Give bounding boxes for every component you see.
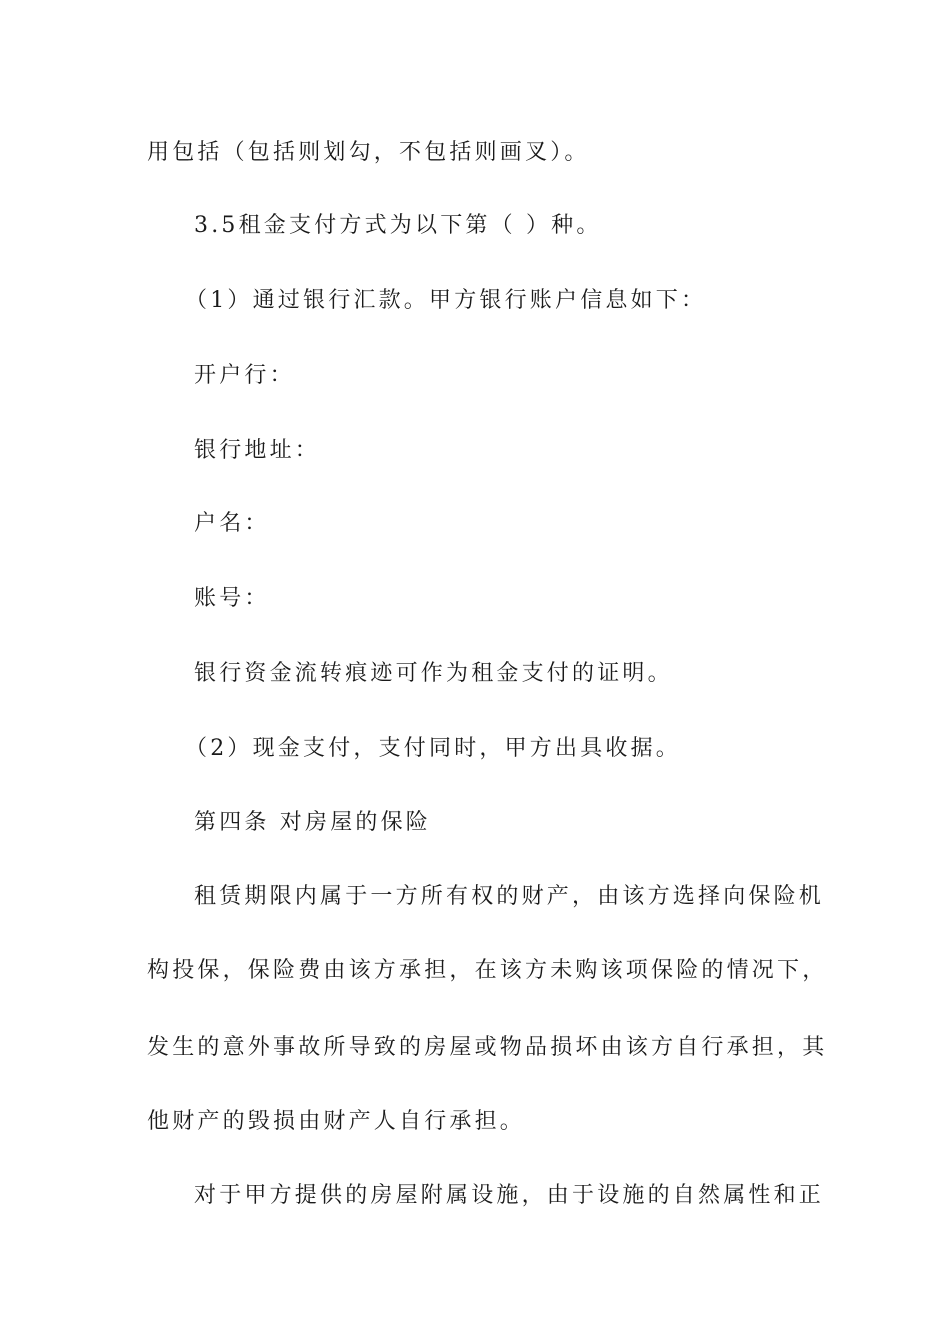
paragraph-continuation-line: 用包括（包括则划勾，不包括则画叉）。 [147,140,590,165]
article-4-heading: 第四条 对房屋的保险 [194,810,431,835]
field-bank-address: 银行地址： [194,438,321,463]
insurance-paragraph-line-3: 发生的意外事故所导致的房屋或物品损坏由该方自行承担，其 [147,1035,828,1060]
field-account-name: 户名： [194,511,270,536]
facilities-paragraph-line-1: 对于甲方提供的房屋附属设施，由于设施的自然属性和正 [194,1183,825,1208]
insurance-paragraph-line-1: 租赁期限内属于一方所有权的财产，由该方选择向保险机 [194,884,825,909]
field-account-number: 账号： [194,586,270,611]
clause-3-5-payment-method: 3.5租金支付方式为以下第（ ）种。 [194,213,602,238]
bank-record-proof-text: 银行资金流转痕迹可作为租金支付的证明。 [194,661,673,686]
option-2-cash-payment: （2）现金支付，支付同时，甲方出具收据。 [185,736,681,761]
insurance-paragraph-line-2: 构投保，保险费由该方承担，在该方未购该项保险的情况下， [147,958,828,983]
insurance-paragraph-line-4: 他财产的毁损由财产人自行承担。 [147,1109,526,1134]
field-bank-name: 开户行： [194,363,295,388]
option-1-bank-transfer: （1）通过银行汇款。甲方银行账户信息如下： [185,288,707,313]
